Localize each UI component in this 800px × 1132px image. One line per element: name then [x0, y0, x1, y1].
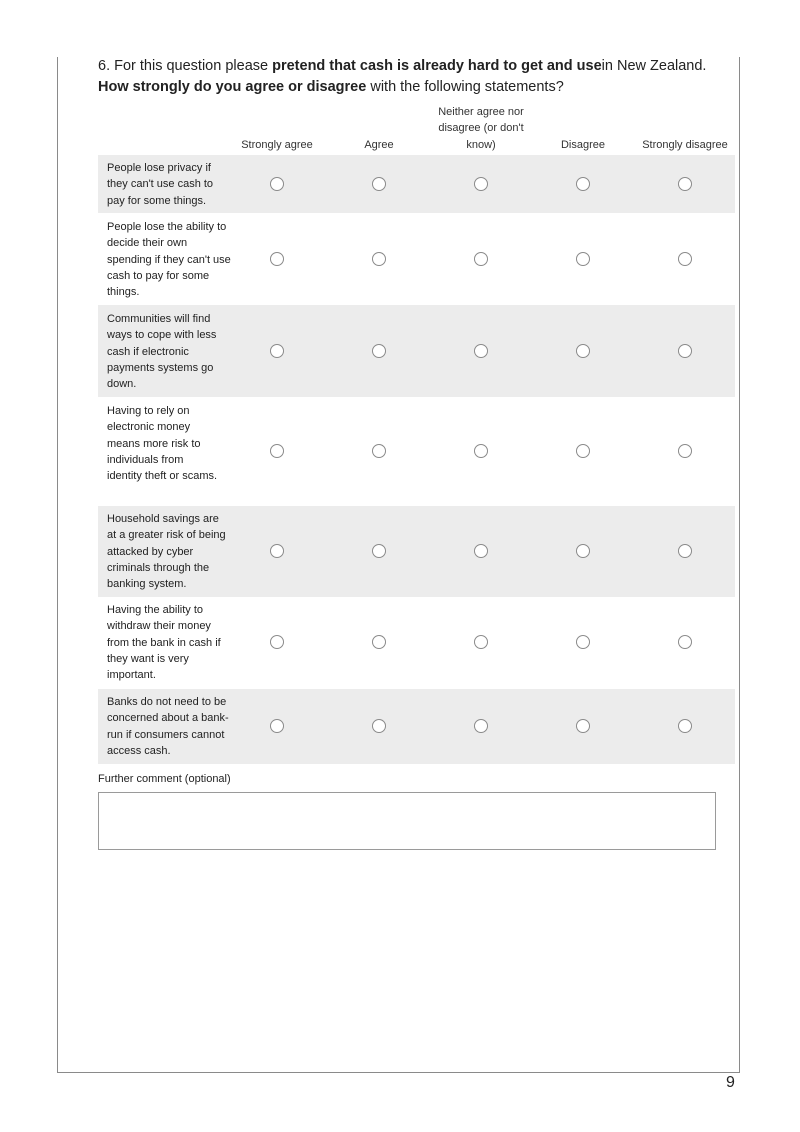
- row-statement: Household savings are at a greater risk of being attacked by cyber criminals through the banking system.: [107, 513, 226, 591]
- table-row: [98, 506, 735, 597]
- row-statement: Having to rely on electronic money means more risk to individuals from identity theft or scams.: [107, 405, 218, 483]
- row-statement: People lose privacy if they can't use cash to pay for some things.: [107, 162, 214, 207]
- row-statement: People lose the ability to decide their own spending if they can't use cash to pay for some things.: [107, 221, 231, 299]
- radio-disagree[interactable]: [576, 544, 590, 558]
- radio-agree[interactable]: [372, 444, 386, 458]
- radio-neither[interactable]: [474, 344, 488, 358]
- radio-disagree[interactable]: [576, 252, 590, 266]
- radio-neither[interactable]: [474, 444, 488, 458]
- radio-agree[interactable]: [372, 544, 386, 558]
- column-header-agree: Agree: [364, 138, 394, 151]
- row-statement: Communities will find ways to cope with less cash if electronic payments systems go down.: [107, 313, 217, 391]
- table-row: [98, 305, 735, 397]
- radio-agree[interactable]: [372, 177, 386, 191]
- radio-agree[interactable]: [372, 635, 386, 649]
- radio-strongly-agree[interactable]: [270, 719, 284, 733]
- radio-disagree[interactable]: [576, 177, 590, 191]
- column-header-disagree: Disagree: [560, 138, 606, 151]
- page-number: 9: [726, 1074, 735, 1091]
- radio-strongly-disagree[interactable]: [678, 719, 692, 733]
- radio-disagree[interactable]: [576, 635, 590, 649]
- radio-agree[interactable]: [372, 252, 386, 266]
- radio-strongly-agree[interactable]: [270, 544, 284, 558]
- radio-strongly-agree[interactable]: [270, 252, 284, 266]
- column-header-neither: Neither agree nor disagree (or don't know): [438, 105, 524, 151]
- radio-disagree[interactable]: [576, 344, 590, 358]
- radio-neither[interactable]: [474, 252, 488, 266]
- radio-agree[interactable]: [372, 719, 386, 733]
- row-statement: Banks do not need to be concerned about a bank-run if consumers cannot access cash.: [107, 696, 229, 757]
- column-header-strongly-agree: Strongly agree: [241, 138, 313, 151]
- radio-neither[interactable]: [474, 719, 488, 733]
- comment-textarea[interactable]: [98, 792, 716, 850]
- radio-neither[interactable]: [474, 177, 488, 191]
- radio-strongly-disagree[interactable]: [678, 252, 692, 266]
- radio-strongly-agree[interactable]: [270, 444, 284, 458]
- radio-neither[interactable]: [474, 635, 488, 649]
- radio-strongly-disagree[interactable]: [678, 444, 692, 458]
- radio-strongly-agree[interactable]: [270, 344, 284, 358]
- radio-strongly-disagree[interactable]: [678, 635, 692, 649]
- radio-disagree[interactable]: [576, 444, 590, 458]
- column-header-strongly-disagree: Strongly disagree: [642, 138, 728, 151]
- table-row: [98, 689, 735, 764]
- table-row: [98, 597, 735, 689]
- table-row: [98, 155, 735, 213]
- table-row: [98, 397, 735, 506]
- comment-label: Further comment (optional): [98, 773, 231, 785]
- row-statement: Having the ability to withdraw their money from the bank in cash if they want is very important.: [107, 604, 221, 682]
- question-text: 6. For this question please pretend that cash is already hard to get and usein New Zealand. How strongly do you agree or disagree with the following statements?: [98, 58, 707, 95]
- radio-neither[interactable]: [474, 544, 488, 558]
- radio-strongly-disagree[interactable]: [678, 544, 692, 558]
- radio-strongly-disagree[interactable]: [678, 344, 692, 358]
- table-row: [98, 213, 735, 305]
- radio-agree[interactable]: [372, 344, 386, 358]
- radio-strongly-agree[interactable]: [270, 635, 284, 649]
- radio-strongly-disagree[interactable]: [678, 177, 692, 191]
- radio-strongly-agree[interactable]: [270, 177, 284, 191]
- radio-disagree[interactable]: [576, 719, 590, 733]
